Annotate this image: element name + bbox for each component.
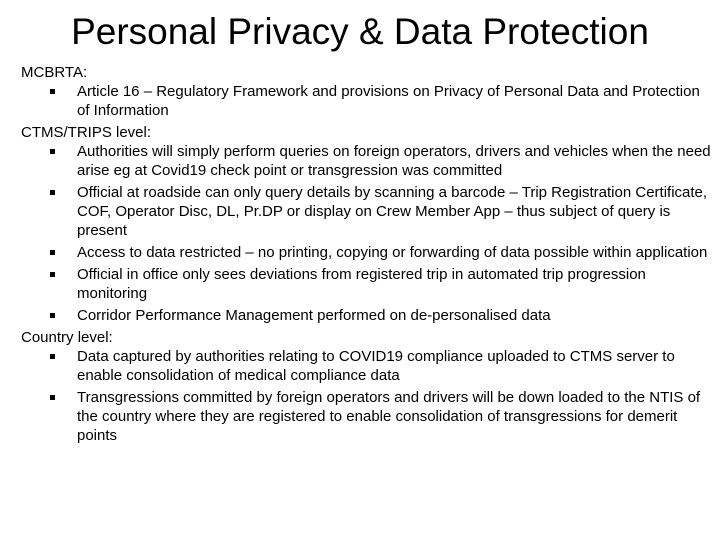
list-item-text: Authorities will simply perform queries on foreign operators, drivers and vehicles when the need arise eg at Covid19 check point or transgression was committed xyxy=(77,143,711,179)
section-heading: MCBRTA: xyxy=(21,64,88,81)
list-item-text: Access to data restricted – no printing, copying or forwarding of data possible within application xyxy=(77,244,708,261)
slide-title: Personal Privacy & Data Protection xyxy=(71,11,649,52)
list-item-text: Transgressions committed by foreign operators and drivers will be down loaded to the NTIS of the country where they are registered to enable consolidation of transgressions for demerit points xyxy=(77,389,701,444)
section-country xyxy=(21,328,711,445)
list-item xyxy=(21,265,711,303)
list-item xyxy=(21,306,711,325)
square-bullet-icon xyxy=(50,149,55,154)
square-bullet-icon xyxy=(50,89,55,94)
bullet-list xyxy=(21,142,711,325)
list-item xyxy=(21,82,711,120)
list-item-text: Official in office only sees deviations from registered trip in automated trip progression monitoring xyxy=(77,266,646,302)
section-ctms-trips xyxy=(21,123,711,325)
list-item xyxy=(21,388,711,445)
list-item-text: Corridor Performance Management performed on de-personalised data xyxy=(77,307,551,324)
bullet-list xyxy=(21,82,711,120)
square-bullet-icon xyxy=(50,250,55,255)
square-bullet-icon xyxy=(50,354,55,359)
list-item-text: Data captured by authorities relating to COVID19 compliance uploaded to CTMS server to enable consolidation of medical compliance data xyxy=(77,348,675,384)
list-item xyxy=(21,142,711,180)
list-item xyxy=(21,347,711,385)
square-bullet-icon xyxy=(50,272,55,277)
slide-body xyxy=(21,63,711,448)
list-item-text: Official at roadside can only query details by scanning a barcode – Trip Registration Certificate, COF, Operator Disc, DL, Pr.DP or display on Crew Member App – thus subject of query is present xyxy=(77,184,708,239)
list-item xyxy=(21,183,711,240)
square-bullet-icon xyxy=(50,395,55,400)
section-heading: CTMS/TRIPS level: xyxy=(21,124,152,141)
square-bullet-icon xyxy=(50,190,55,195)
square-bullet-icon xyxy=(50,313,55,318)
list-item-text: Article 16 – Regulatory Framework and provisions on Privacy of Personal Data and Protection of Information xyxy=(77,83,700,119)
list-item xyxy=(21,243,711,262)
section-mcbrta xyxy=(21,63,711,120)
section-heading: Country level: xyxy=(21,329,113,346)
bullet-list xyxy=(21,347,711,445)
